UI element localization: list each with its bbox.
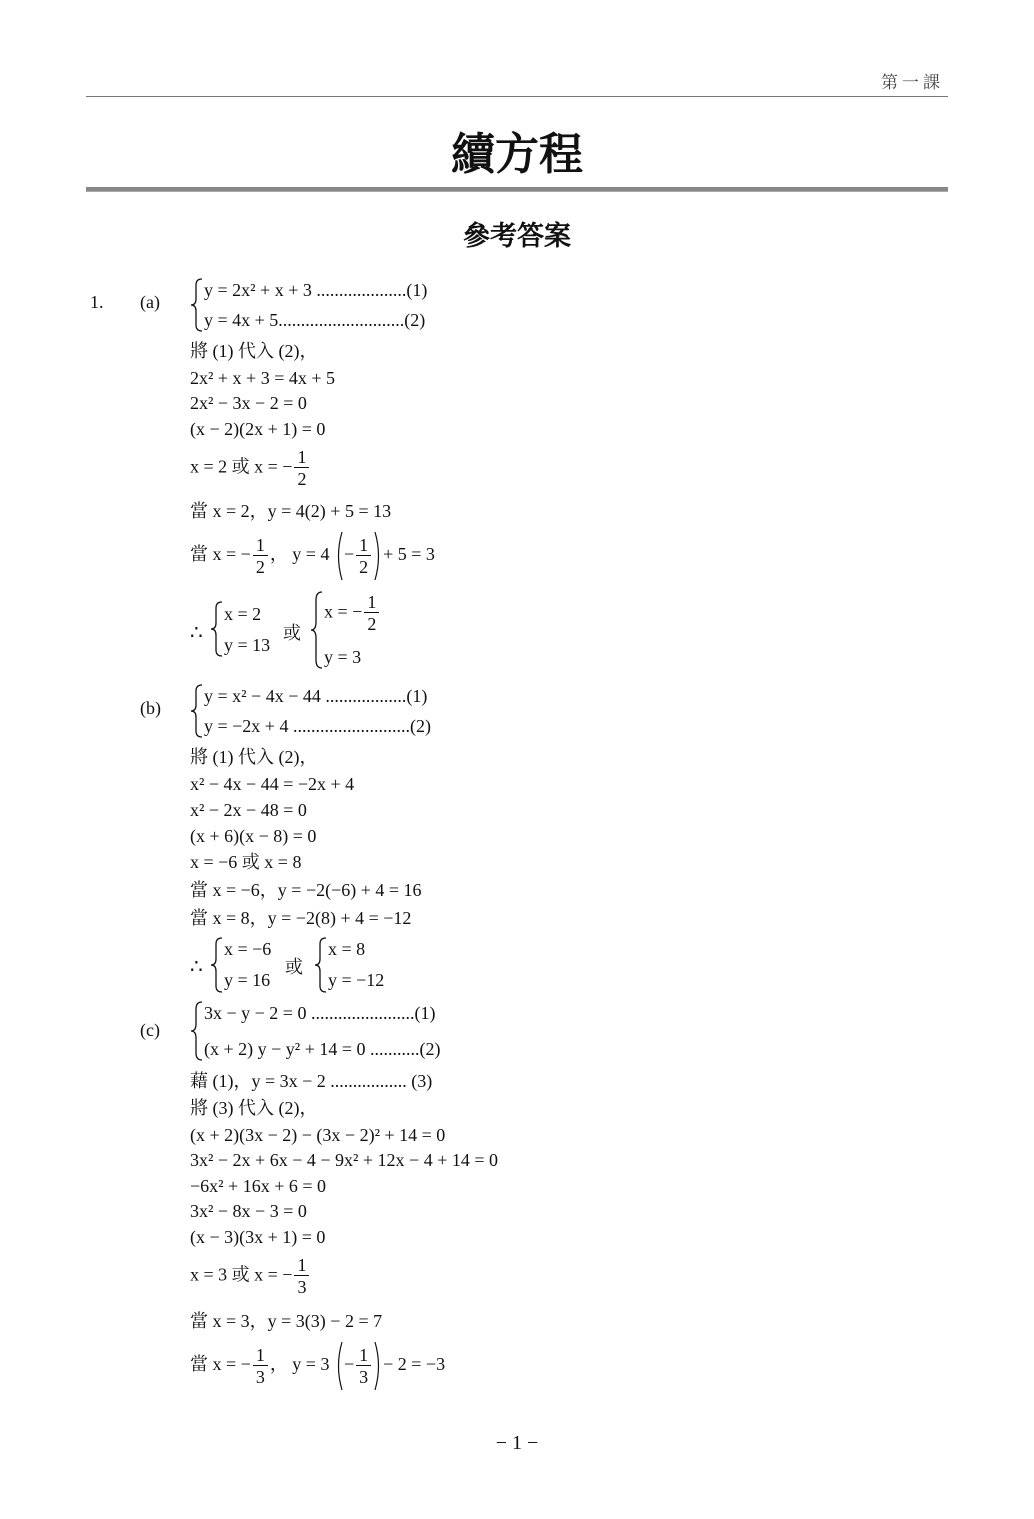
part-a-solution-2 (310, 590, 410, 670)
part-a-equation-1: y = 2x² + x + 3 ....................(1) (204, 280, 428, 300)
part-a-step-7-rest: + 5 = 3 (383, 544, 435, 565)
part-c-step-8 (190, 1255, 311, 1298)
question-number: 1. (90, 292, 104, 312)
part-c-step-7: (x − 3)(3x + 1) = 0 (190, 1227, 326, 1247)
part-b-step-2: x² − 4x − 44 = −2x + 4 (190, 774, 355, 794)
part-b-step-3: x² − 2x − 48 = 0 (190, 800, 307, 820)
part-b-solution-1 (210, 936, 290, 994)
part-a-step-7-minus: − (343, 544, 355, 565)
fraction-third (253, 1345, 268, 1388)
part-c-step-10-minus: − (343, 1354, 355, 1375)
left-brace-icon (190, 277, 204, 333)
part-a-system (190, 277, 490, 333)
right-paren-icon (373, 1340, 383, 1392)
part-c-step-10-y: ， y = 3 (269, 1354, 330, 1375)
part-c-step-1: 藉 (1)，y = 3x − 2 ................. (3) (190, 1071, 433, 1091)
fraction-denominator: 3 (297, 1277, 307, 1297)
fraction-third (356, 1345, 371, 1388)
fraction-denominator: 3 (255, 1366, 265, 1387)
part-a-or: 或 (283, 623, 301, 643)
part-b-solution-2-y: y = −12 (328, 970, 385, 990)
fraction-numerator: 1 (356, 1345, 371, 1366)
part-b-system (190, 683, 490, 739)
fraction-denominator: 3 (359, 1366, 369, 1387)
fraction-numerator: 1 (364, 592, 379, 613)
fraction-half (294, 447, 309, 490)
part-a-step-3: 2x² − 3x − 2 = 0 (190, 393, 307, 413)
therefore-symbol: ∴ (190, 956, 203, 978)
fraction-denominator: 2 (367, 614, 377, 634)
title-underline (86, 187, 948, 192)
part-c-step-8-text: x = 3 或 x = − (190, 1264, 293, 1285)
part-b-solution-2-x: x = 8 (328, 939, 366, 959)
fraction-denominator: 2 (359, 556, 369, 577)
part-a-solution-2-y: y = 3 (324, 647, 362, 667)
part-a-label: (a) (140, 292, 160, 312)
fraction-denominator: 2 (297, 469, 307, 489)
part-b-step-6: 當 x = −6，y = −2(−6) + 4 = 16 (190, 880, 422, 900)
part-b-or: 或 (285, 957, 303, 977)
therefore-symbol: ∴ (190, 622, 203, 644)
part-b-solution-1-x: x = −6 (224, 939, 272, 959)
part-a-step-5 (190, 447, 311, 490)
part-c-equation-2: (x + 2) y − y² + 14 = 0 ...........(2) (204, 1039, 441, 1059)
fraction-numerator: 1 (294, 1255, 309, 1276)
part-a-step-6: 當 x = 2，y = 4(2) + 5 = 13 (190, 501, 392, 521)
page-subtitle: 參考答案 (463, 221, 571, 252)
lesson-label: 第一課 (881, 73, 944, 92)
header-rule (86, 96, 948, 97)
part-c-step-10-when: 當 x = − (190, 1354, 251, 1375)
part-a-solution-1-y: y = 13 (224, 635, 271, 655)
part-a-solution-1 (210, 600, 290, 658)
part-c-step-10 (190, 1340, 445, 1392)
left-brace-icon (210, 936, 224, 994)
part-c-label: (c) (140, 1020, 160, 1040)
left-paren-icon (334, 1340, 344, 1392)
part-b-equation-2: y = −2x + 4 ..........................(2) (204, 716, 431, 736)
left-brace-icon (190, 683, 204, 739)
part-c-step-10-rest: − 2 = −3 (383, 1354, 446, 1375)
part-a-step-7-y: ， y = 4 (269, 544, 330, 565)
part-b-step-1: 將 (1) 代入 (2)， (190, 747, 318, 767)
fraction-half (356, 535, 371, 578)
part-a-solution-1-x: x = 2 (224, 604, 262, 624)
part-c-system (190, 1000, 510, 1062)
fraction-third (294, 1255, 309, 1298)
right-paren-icon (373, 530, 383, 582)
part-c-step-2: 將 (3) 代入 (2)， (190, 1098, 318, 1118)
part-b-label: (b) (140, 698, 161, 718)
page-title: 續方程 (451, 129, 583, 180)
page-number: − 1 − (495, 1432, 539, 1454)
fraction-denominator: 2 (255, 556, 265, 577)
part-a-solution-2-x-text: x = − (324, 601, 363, 622)
fraction-half (364, 592, 379, 635)
fraction-numerator: 1 (356, 535, 371, 556)
part-a-step-7 (190, 530, 435, 582)
part-b-step-7: 當 x = 8，y = −2(8) + 4 = −12 (190, 908, 412, 928)
part-b-step-4: (x + 6)(x − 8) = 0 (190, 826, 317, 846)
fraction-numerator: 1 (253, 1345, 268, 1366)
part-c-step-6: 3x² − 8x − 3 = 0 (190, 1201, 307, 1221)
left-paren-icon (334, 530, 344, 582)
fraction-numerator: 1 (294, 447, 309, 468)
part-b-equation-1: y = x² − 4x − 44 ..................(1) (204, 686, 428, 706)
part-b-solution-2 (314, 936, 404, 994)
part-a-solution-2-x (324, 592, 381, 635)
fraction-numerator: 1 (253, 535, 268, 556)
part-c-equation-1: 3x − y − 2 = 0 .......................(1) (204, 1003, 436, 1023)
part-a-step-5-text: x = 2 或 x = − (190, 456, 293, 477)
part-a-step-1: 將 (1) 代入 (2)， (190, 341, 318, 361)
fraction-half (253, 535, 268, 578)
part-a-step-4: (x − 2)(2x + 1) = 0 (190, 419, 326, 439)
part-c-step-9: 當 x = 3，y = 3(3) − 2 = 7 (190, 1311, 383, 1331)
part-b-solution-1-y: y = 16 (224, 970, 271, 990)
part-c-step-4: 3x² − 2x + 6x − 4 − 9x² + 12x − 4 + 14 = 0 (190, 1150, 499, 1170)
left-brace-icon (210, 600, 224, 658)
part-c-step-5: −6x² + 16x + 6 = 0 (190, 1176, 327, 1196)
part-a-equation-2: y = 4x + 5............................(2) (204, 310, 426, 330)
part-c-step-3: (x + 2)(3x − 2) − (3x − 2)² + 14 = 0 (190, 1125, 446, 1145)
left-brace-icon (310, 590, 324, 670)
left-brace-icon (314, 936, 328, 994)
part-b-step-5: x = −6 或 x = 8 (190, 852, 302, 872)
part-a-step-2: 2x² + x + 3 = 4x + 5 (190, 368, 336, 388)
part-a-step-7-when: 當 x = − (190, 544, 251, 565)
left-brace-icon (190, 1000, 204, 1062)
